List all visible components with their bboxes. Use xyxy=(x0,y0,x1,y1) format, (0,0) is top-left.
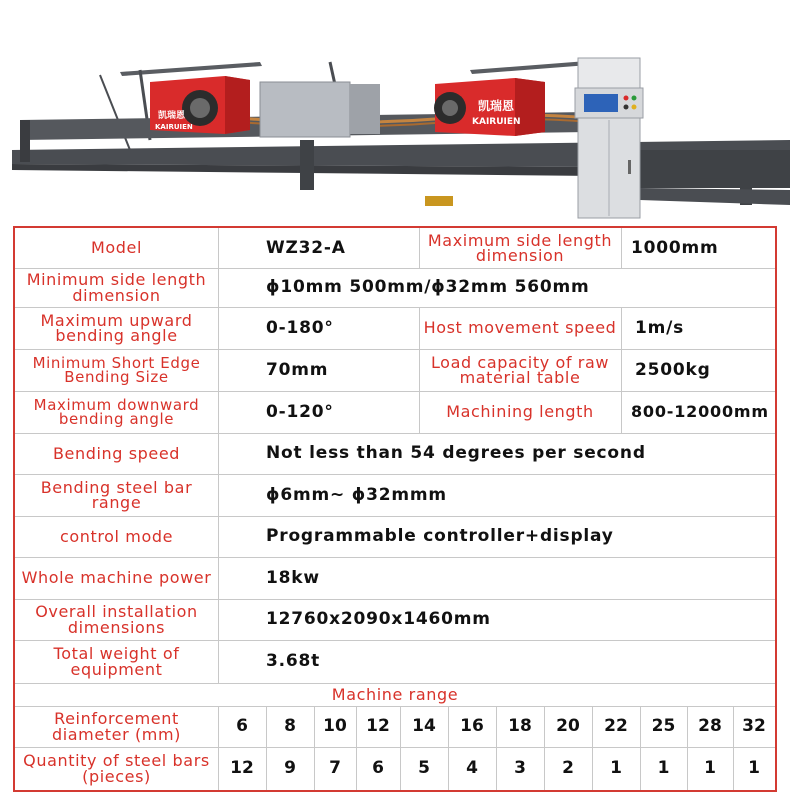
power-value: 18kw xyxy=(266,567,320,588)
diameter-cell: 32 xyxy=(742,716,766,737)
control-label: control mode xyxy=(59,526,174,546)
range-title: Machine range xyxy=(331,684,459,704)
quantity-cell: 5 xyxy=(418,758,430,779)
model-label: Model xyxy=(90,238,143,258)
diameter-cell: 22 xyxy=(604,716,628,737)
quantity-cell: 12 xyxy=(230,758,254,779)
quantity-label: Quantity of steel bars (pieces) xyxy=(23,751,210,786)
diameter-cell: 8 xyxy=(284,716,296,737)
diameter-cell: 10 xyxy=(323,716,347,737)
max-down-value: 0-120° xyxy=(266,401,334,422)
diameter-cell: 6 xyxy=(236,716,248,737)
quantity-cell: 6 xyxy=(372,758,384,779)
min-short-value: 70mm xyxy=(266,359,329,380)
diameter-cell: 20 xyxy=(556,716,580,737)
max-down-label: Maximum downward bending angle xyxy=(33,395,200,428)
max-side-value: 1000mm xyxy=(631,237,719,258)
power-label: Whole machine power xyxy=(21,568,212,588)
quantity-cell: 1 xyxy=(704,758,716,779)
max-up-value: 0-180° xyxy=(266,317,334,338)
bend-speed-label: Bending speed xyxy=(52,443,181,463)
min-side-label: Minimum side length dimension xyxy=(26,270,207,305)
min-short-label: Minimum Short Edge Bending Size xyxy=(32,353,201,386)
model-value: WZ32-A xyxy=(266,237,346,258)
svg-text:凯瑞恩: 凯瑞恩 xyxy=(158,111,186,121)
mach-len-value: 800-12000mm xyxy=(631,402,769,422)
quantity-cell: 1 xyxy=(748,758,760,779)
dims-value: 12760x2090x1460mm xyxy=(266,609,491,630)
min-side-value: ϕ10mm 500mm/ϕ32mm 560mm xyxy=(266,277,590,298)
diameter-cell: 12 xyxy=(366,716,390,737)
max-up-label: Maximum upward bending angle xyxy=(40,310,193,345)
diameter-cell: 25 xyxy=(651,716,676,737)
quantity-cell: 9 xyxy=(284,758,296,779)
max-side-label: Maximum side length dimension xyxy=(427,230,613,265)
mach-len-label: Machining length xyxy=(446,402,594,422)
bar-range-label: Bending steel bar range xyxy=(40,477,193,512)
diameter-cell: 14 xyxy=(412,716,436,737)
quantity-cell: 2 xyxy=(562,758,574,779)
dims-label: Overall installation dimensions xyxy=(35,602,198,637)
svg-text:凯瑞恩: 凯瑞恩 xyxy=(478,99,515,113)
quantity-cell: 3 xyxy=(514,758,526,779)
bend-speed-value: Not less than 54 degrees per second xyxy=(266,443,646,464)
svg-text:KAIRUIEN: KAIRUIEN xyxy=(155,123,193,131)
quantity-cell: 7 xyxy=(329,758,341,779)
bar-range-value: ϕ6mm~ ϕ32mmm xyxy=(266,484,447,505)
spec-table xyxy=(13,226,777,792)
quantity-cell: 4 xyxy=(466,758,478,779)
quantity-cell: 1 xyxy=(657,758,670,779)
load-value: 2500kg xyxy=(635,359,711,380)
diameter-label: Reinforcement diameter (mm) xyxy=(51,709,182,744)
load-label: Load capacity of raw material table xyxy=(430,352,610,387)
svg-text:KAIRUIEN: KAIRUIEN xyxy=(472,117,521,127)
diameter-cell: 18 xyxy=(508,716,532,737)
machine-photo xyxy=(0,0,800,225)
host-speed-label: Host movement speed xyxy=(423,318,617,338)
weight-label: Total weight of equipment xyxy=(53,644,180,679)
host-speed-value: 1m/s xyxy=(635,317,685,338)
quantity-cell: 1 xyxy=(610,758,622,779)
control-value: Programmable controller+display xyxy=(266,526,614,547)
diameter-cell: 28 xyxy=(698,716,722,737)
diameter-cell: 16 xyxy=(460,716,484,737)
weight-value: 3.68t xyxy=(266,651,321,672)
